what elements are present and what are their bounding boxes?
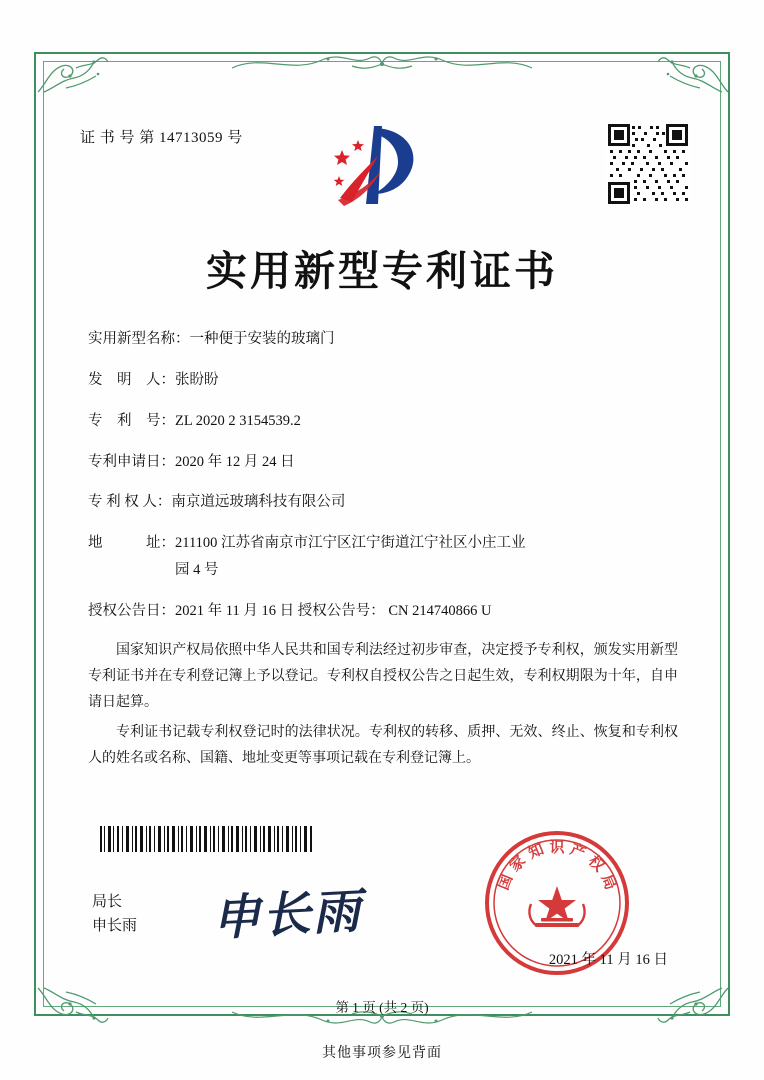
field-list	[88, 330, 688, 643]
legal-text	[88, 638, 678, 775]
svg-text:局: 局	[597, 871, 621, 893]
field-row-address	[88, 534, 688, 580]
signature-block	[92, 890, 137, 938]
address-line-2: 园 4 号	[175, 562, 219, 579]
field-label: 专 利 号：	[88, 412, 175, 429]
address-line-1: 211100 江苏省南京市江宁区江宁街道江宁社区小庄工业	[175, 535, 526, 552]
field-row-application-date	[88, 453, 688, 472]
field-label: 发 明 人：	[88, 371, 175, 388]
field-value: ZL 2020 2 3154539.2	[175, 412, 301, 429]
field-label: 专利申请日：	[88, 453, 175, 470]
svg-text:产: 产	[567, 839, 589, 863]
grant-date-value: 2021 年 11 月 16 日	[175, 602, 295, 619]
grant-number-value: CN 214740866 U	[388, 602, 492, 619]
field-value: 2020 年 12 月 24 日	[175, 453, 295, 470]
field-row-patentee	[88, 493, 688, 512]
handwritten-signature: 申长雨	[210, 883, 364, 947]
field-label: 实用新型名称：	[88, 331, 190, 347]
field-value: 张盼盼	[175, 371, 219, 388]
certificate-number: 证 书 号 第 14713059 号	[80, 130, 243, 146]
page-indicator: 第 1 页 (共 2 页)	[335, 1000, 429, 1015]
cnipa-logo-icon	[322, 120, 434, 212]
barcode-icon	[100, 826, 312, 852]
field-value: 一种便于安装的玻璃门	[189, 331, 335, 347]
svg-text:识: 识	[549, 838, 565, 856]
field-label: 地 址：	[88, 535, 175, 552]
svg-text:权: 权	[584, 851, 609, 876]
qr-code-icon	[606, 122, 690, 206]
field-row-inventor	[88, 371, 688, 390]
page-title: 实用新型专利证书	[206, 247, 558, 295]
field-row-grant-announcement	[88, 602, 688, 621]
director-name: 申长雨	[92, 918, 138, 934]
seal-issue-date: 2021 年 11 月 16 日	[548, 952, 668, 968]
footer-note: 其他事项参见背面	[322, 1046, 442, 1061]
field-value-address	[175, 534, 688, 580]
grant-date-label: 授权公告日：	[88, 602, 175, 619]
grant-number-label: 授权公告号：	[297, 602, 385, 619]
svg-text:知: 知	[525, 839, 547, 863]
field-value: 南京道远玻璃科技有限公司	[171, 494, 346, 511]
field-row-utility-model-name	[88, 330, 688, 349]
grant-announcement-group	[175, 602, 688, 621]
field-row-patent-number	[88, 412, 688, 431]
paragraph-1: 国家知识产权局依照中华人民共和国专利法经过初步审查，决定授予专利权，颁发实用新型专利证书并在专利登记簿上予以登记。专利权自授权公告之日起生效，专利权期限为十年，自申请日起算。	[88, 643, 678, 710]
field-label: 专 利 权 人：	[88, 494, 172, 511]
flourish-top	[232, 48, 532, 74]
paragraph-2: 专利证书记载专利权登记时的法律状况。专利权的转移、质押、无效、终止、恢复和专利权人的姓名或名称、国籍、地址变更等事项记载在专利登记簿上。	[88, 724, 678, 766]
svg-text:国: 国	[493, 871, 517, 893]
svg-text:家: 家	[505, 851, 530, 876]
director-title: 局长	[92, 894, 123, 910]
